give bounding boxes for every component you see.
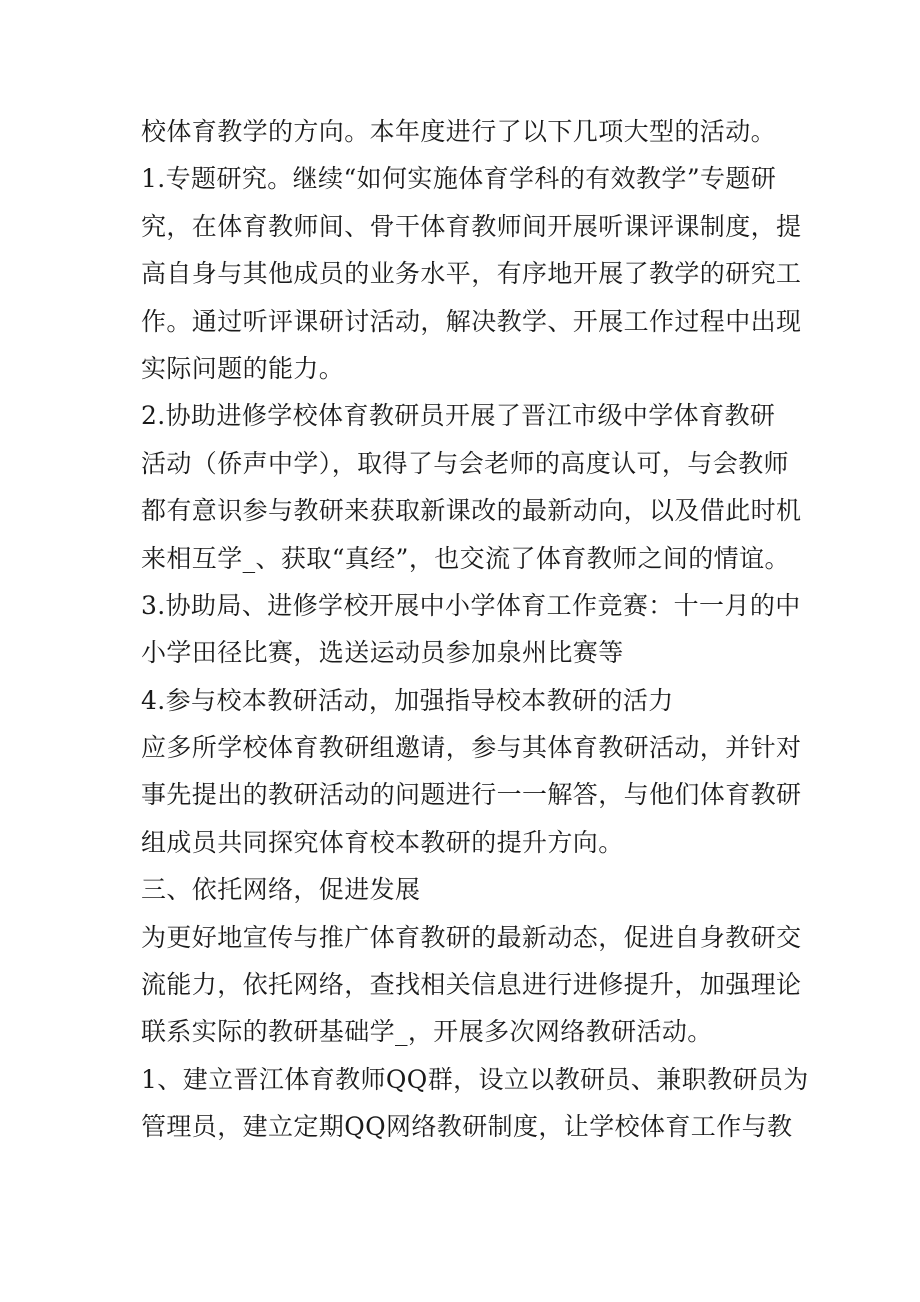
document-body	[141, 108, 809, 1151]
text-line-20: 联系实际的教研基础学_，开展多次网络教研活动。	[141, 1017, 713, 1047]
text-line-7: 2.协助进修学校体育教研员开展了晋江市级中学体育教研	[141, 401, 776, 431]
text-line-16: 组成员共同探究体育校本教研的提升方向。	[141, 827, 624, 857]
text-line-2: 1.专题研究。继续“如何实施体育学科的有效教学”专题研	[141, 164, 777, 194]
text-line-14: 应多所学校体育教研组邀请，参与其体育教研活动，并针对	[141, 733, 802, 763]
text-line-18: 为更好地宣传与推广体育教研的最新动态，促进自身教研交	[141, 922, 802, 952]
text-line-10: 来相互学_、获取“真经”，也交流了体育教师之间的情谊。	[141, 543, 790, 573]
text-line-5: 作。通过听评课研讨活动，解决教学、开展工作过程中出现	[141, 306, 802, 336]
text-line-4: 高自身与其他成员的业务水平，有序地开展了教学的研究工	[141, 259, 802, 289]
text-line-6: 实际问题的能力。	[141, 353, 345, 383]
section-heading: 三、依托网络，促进发展	[141, 875, 421, 905]
text-line-12: 小学田径比赛，选送运动员参加泉州比赛等	[141, 638, 624, 668]
text-line-9: 都有意识参与教研来获取新课改的最新动向，以及借此时机	[141, 496, 802, 526]
text-line-15: 事先提出的教研活动的问题进行一一解答，与他们体育教研	[141, 780, 802, 810]
text-line-13: 4.参与校本教研活动，加强指导校本教研的活力	[141, 685, 674, 715]
text-line-11: 3.协助局、进修学校开展中小学体育工作竞赛：十一月的中	[141, 590, 801, 620]
text-line-1: 校体育教学的方向。本年度进行了以下几项大型的活动。	[141, 117, 777, 146]
text-line-3: 究，在体育教师间、骨干体育教师间开展听课评课制度，提	[141, 211, 802, 241]
text-line-22: 管理员，建立定期QQ网络教研制度，让学校体育工作与教	[141, 1112, 793, 1142]
text-line-21: 1、建立晋江体育教师QQ群，设立以教研员、兼职教研员为	[141, 1064, 809, 1094]
text-line-19: 流能力，依托网络，查找相关信息进行进修提升，加强理论	[141, 970, 802, 1000]
text-line-8: 活动（侨声中学），取得了与会老师的高度认可，与会教师	[141, 448, 789, 478]
